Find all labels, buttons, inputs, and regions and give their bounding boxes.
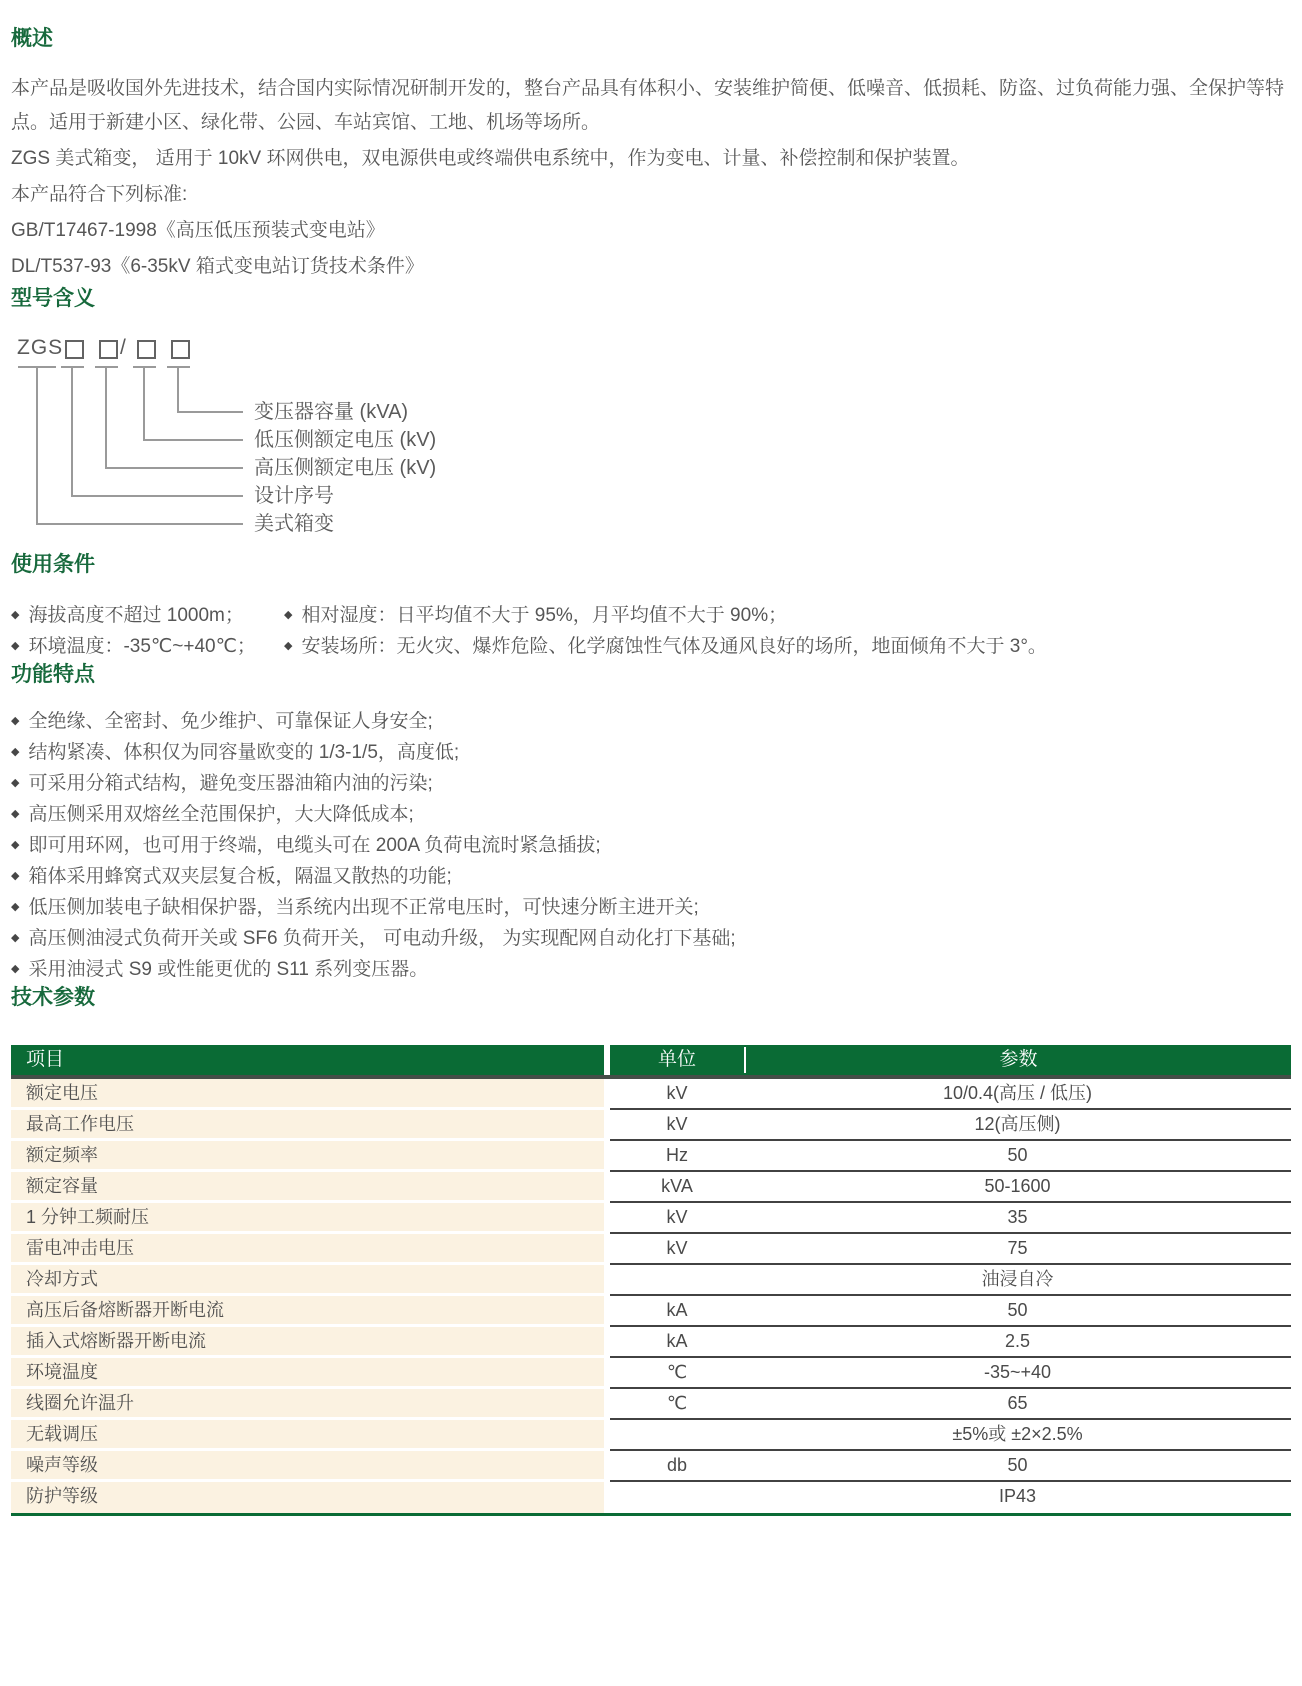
connector-line	[177, 411, 243, 413]
spec-table-row	[11, 1141, 1291, 1172]
spec-unit-cell: db	[666, 1455, 688, 1475]
diamond-bullet-icon: ◆	[11, 746, 20, 758]
spec-param-cell: IP43	[998, 1486, 1037, 1506]
spec-table-row	[11, 1172, 1291, 1203]
spec-item-cell: 最高工作电压	[11, 1110, 604, 1141]
section-heading-overview: 概述	[11, 27, 53, 50]
model-code-label: 低压侧额定电压 (kV)	[254, 429, 437, 451]
spec-value-group	[610, 1079, 1291, 1110]
spec-unit-cell	[610, 1482, 744, 1513]
feature-item	[11, 768, 1291, 799]
spec-value-group	[610, 1265, 1291, 1296]
spec-param-cell: -35~+40	[983, 1362, 1052, 1382]
spec-unit-cell: kA	[666, 1300, 688, 1320]
connector-line	[36, 523, 243, 525]
spec-param-cell: 75	[1007, 1238, 1028, 1258]
spec-value-group	[610, 1110, 1291, 1141]
spec-unit-cell: kV	[666, 1083, 688, 1103]
connector-line	[143, 366, 145, 441]
spec-table-row	[11, 1079, 1291, 1110]
spec-value-group	[610, 1451, 1291, 1482]
connector-line	[143, 439, 243, 441]
diamond-bullet-icon: ◆	[11, 870, 20, 882]
model-code-box	[171, 340, 190, 359]
connector-line	[71, 495, 243, 497]
overview-paragraph: 本产品是吸收国外先进技术，结合国内实际情况研制开发的，整台产品具有体积小、安装维护简便、低噪音、低损耗、防盗、过负荷能力强、全保护等特点。适用于新建小区、绿化带、公园、车站宾馆、工地、机场等场所。	[11, 78, 1285, 133]
diamond-bullet-icon: ◆	[11, 640, 20, 652]
spec-param-cell: 12(高压侧)	[974, 1114, 1061, 1134]
feature-item	[11, 892, 1291, 923]
spec-table-row	[11, 1451, 1291, 1482]
overview-paragraph: 本产品符合下列标准:	[11, 184, 188, 205]
diamond-bullet-icon: ◆	[11, 609, 20, 621]
diamond-bullet-icon: ◆	[11, 777, 20, 789]
connector-line	[71, 366, 73, 497]
spec-param-cell: 油浸自冷	[981, 1269, 1054, 1289]
feature-item	[11, 830, 1291, 861]
connector-line	[36, 366, 38, 525]
feature-text: 高压侧采用双熔丝全范围保护，大大降低成本;	[28, 804, 414, 825]
condition-item	[11, 600, 284, 631]
section-heading-conditions: 使用条件	[11, 553, 95, 576]
spec-unit-cell: kV	[666, 1207, 688, 1227]
spec-item-cell: 雷电冲击电压	[11, 1234, 604, 1265]
spec-item-cell: 额定容量	[11, 1172, 604, 1203]
section-heading-features: 功能特点	[11, 663, 95, 686]
spec-unit-cell: ℃	[666, 1393, 688, 1413]
spec-table-row	[11, 1420, 1291, 1451]
column-header-item: 项目	[11, 1045, 604, 1075]
spec-table-row	[11, 1327, 1291, 1358]
conditions-right-column	[284, 600, 1291, 662]
spec-unit-cell	[610, 1420, 744, 1449]
spec-item-cell: 防护等级	[11, 1482, 604, 1513]
condition-item	[284, 631, 1291, 662]
spec-unit-cell: kV	[666, 1238, 688, 1258]
spec-param-cell: 65	[1007, 1393, 1028, 1413]
feature-item	[11, 706, 1291, 737]
spec-value-group	[610, 1203, 1291, 1234]
spec-table-row	[11, 1265, 1291, 1296]
spec-item-cell: 插入式熔断器开断电流	[11, 1327, 604, 1358]
conditions-list	[11, 600, 1291, 662]
spec-table-row	[11, 1389, 1291, 1420]
section-heading-model: 型号含义	[11, 287, 95, 310]
spec-item-cell: 高压后备熔断器开断电流	[11, 1296, 604, 1327]
spec-item-cell: 冷却方式	[11, 1265, 604, 1296]
feature-text: 即可用环网，也可用于终端，电缆头可在 200A 负荷电流时紧急插拔;	[28, 835, 601, 856]
spec-value-group	[610, 1141, 1291, 1172]
spec-unit-cell: kV	[666, 1114, 688, 1134]
spec-param-cell: 2.5	[1004, 1331, 1031, 1351]
spec-unit-cell: kVA	[661, 1176, 693, 1196]
condition-item	[284, 600, 1291, 631]
conditions-left-column	[11, 600, 284, 662]
spec-table-row	[11, 1203, 1291, 1234]
spec-item-cell: 1 分钟工频耐压	[11, 1203, 604, 1234]
model-code-label: 高压侧额定电压 (kV)	[254, 457, 437, 479]
header-right-group	[610, 1045, 1291, 1075]
spec-item-cell: 噪声等级	[11, 1451, 604, 1482]
model-code-label: 美式箱变	[254, 513, 334, 535]
model-code-label: 变压器容量 (kVA)	[254, 401, 409, 423]
feature-item	[11, 923, 1291, 954]
features-list	[11, 706, 1291, 985]
condition-text: 安装场所：无火灾、爆炸危险、化学腐蚀性气体及通风良好的场所，地面倾角不大于 3°。	[301, 636, 1047, 657]
spec-value-group	[610, 1358, 1291, 1389]
spec-param-cell: 50	[1007, 1455, 1028, 1475]
feature-item	[11, 861, 1291, 892]
overview-paragraph: DL/T537-93《6-35kV 箱式变电站订货技术条件》	[11, 256, 424, 277]
spec-table-row	[11, 1358, 1291, 1389]
diamond-bullet-icon: ◆	[11, 715, 20, 727]
feature-text: 全绝缘、全密封、免少维护、可靠保证人身安全;	[28, 711, 433, 732]
model-code-slash: /	[120, 336, 126, 359]
feature-text: 结构紧凑、体积仅为同容量欧变的 1/3-1/5，高度低;	[28, 742, 460, 763]
spec-table-row	[11, 1234, 1291, 1265]
spec-item-cell: 额定频率	[11, 1141, 604, 1172]
feature-text: 高压侧油浸式负荷开关或 SF6 负荷开关， 可电动升级， 为实现配网自动化打下基础;	[28, 928, 736, 949]
condition-text: 环境温度：-35℃~+40℃；	[28, 636, 256, 657]
model-code-box	[137, 340, 156, 359]
model-code-box	[99, 340, 118, 359]
overview-paragraph: GB/T17467-1998《高压低压预装式变电站》	[11, 220, 385, 241]
connector-line	[105, 467, 243, 469]
spec-param-cell: 50	[1007, 1145, 1028, 1165]
spec-param-cell: 10/0.4(高压 / 低压)	[942, 1083, 1093, 1103]
spec-value-group	[610, 1482, 1291, 1513]
spec-table-header	[11, 1045, 1291, 1079]
spec-unit-cell: kA	[666, 1331, 688, 1351]
spec-value-group	[610, 1172, 1291, 1203]
column-header-unit: 单位	[657, 1049, 696, 1070]
condition-item	[11, 631, 284, 662]
spec-param-cell: 35	[1007, 1207, 1028, 1227]
spec-item-cell: 线圈允许温升	[11, 1389, 604, 1420]
diamond-bullet-icon: ◆	[11, 963, 20, 975]
feature-text: 可采用分箱式结构，避免变压器油箱内油的污染;	[28, 773, 433, 794]
spec-item-cell: 环境温度	[11, 1358, 604, 1389]
diamond-bullet-icon: ◆	[11, 901, 20, 913]
spec-unit-cell	[610, 1265, 744, 1294]
feature-item	[11, 954, 1291, 985]
spec-table-row	[11, 1482, 1291, 1513]
feature-text: 箱体采用蜂窝式双夹层复合板，隔温又散热的功能;	[28, 866, 452, 887]
feature-item	[11, 737, 1291, 768]
section-heading-specs: 技术参数	[11, 986, 95, 1009]
connector-line	[177, 366, 179, 413]
condition-text: 相对湿度：日平均值不大于 95%，月平均值不大于 90%；	[301, 605, 788, 626]
diamond-bullet-icon: ◆	[284, 609, 293, 621]
overview-paragraphs	[11, 72, 1291, 284]
condition-text: 海拔高度不超过 1000m；	[28, 605, 244, 626]
spec-param-cell: ±5%或 ±2×2.5%	[952, 1424, 1083, 1444]
spec-param-cell: 50	[1007, 1300, 1028, 1320]
spec-unit-cell: Hz	[666, 1145, 688, 1165]
spec-value-group	[610, 1296, 1291, 1327]
spec-value-group	[610, 1389, 1291, 1420]
diamond-bullet-icon: ◆	[11, 932, 20, 944]
diamond-bullet-icon: ◆	[11, 839, 20, 851]
spec-value-group	[610, 1327, 1291, 1358]
diamond-bullet-icon: ◆	[11, 808, 20, 820]
spec-value-group	[610, 1420, 1291, 1451]
spec-table-row	[11, 1110, 1291, 1141]
feature-text: 采用油浸式 S9 或性能更优的 S11 系列变压器。	[28, 959, 429, 980]
spec-table	[11, 1045, 1291, 1516]
model-code-diagram	[11, 336, 1291, 552]
spec-item-cell: 额定电压	[11, 1079, 604, 1110]
feature-item	[11, 799, 1291, 830]
column-header-param: 参数	[999, 1049, 1038, 1070]
feature-text: 低压侧加装电子缺相保护器，当系统内出现不正常电压时，可快速分断主进开关;	[28, 897, 699, 918]
model-code-label: 设计序号	[254, 485, 334, 507]
model-code-box	[65, 340, 84, 359]
spec-param-cell: 50-1600	[984, 1176, 1051, 1196]
connector-line	[105, 366, 107, 469]
spec-item-cell: 无载调压	[11, 1420, 604, 1451]
diamond-bullet-icon: ◆	[284, 640, 293, 652]
model-code-prefix: ZGS	[17, 336, 64, 359]
spec-unit-cell: ℃	[666, 1362, 688, 1382]
spec-table-row	[11, 1296, 1291, 1327]
overview-paragraph: ZGS 美式箱变， 适用于 10kV 环网供电，双电源供电或终端供电系统中，作为变电、计量、补偿控制和保护装置。	[11, 148, 970, 169]
spec-value-group	[610, 1234, 1291, 1265]
